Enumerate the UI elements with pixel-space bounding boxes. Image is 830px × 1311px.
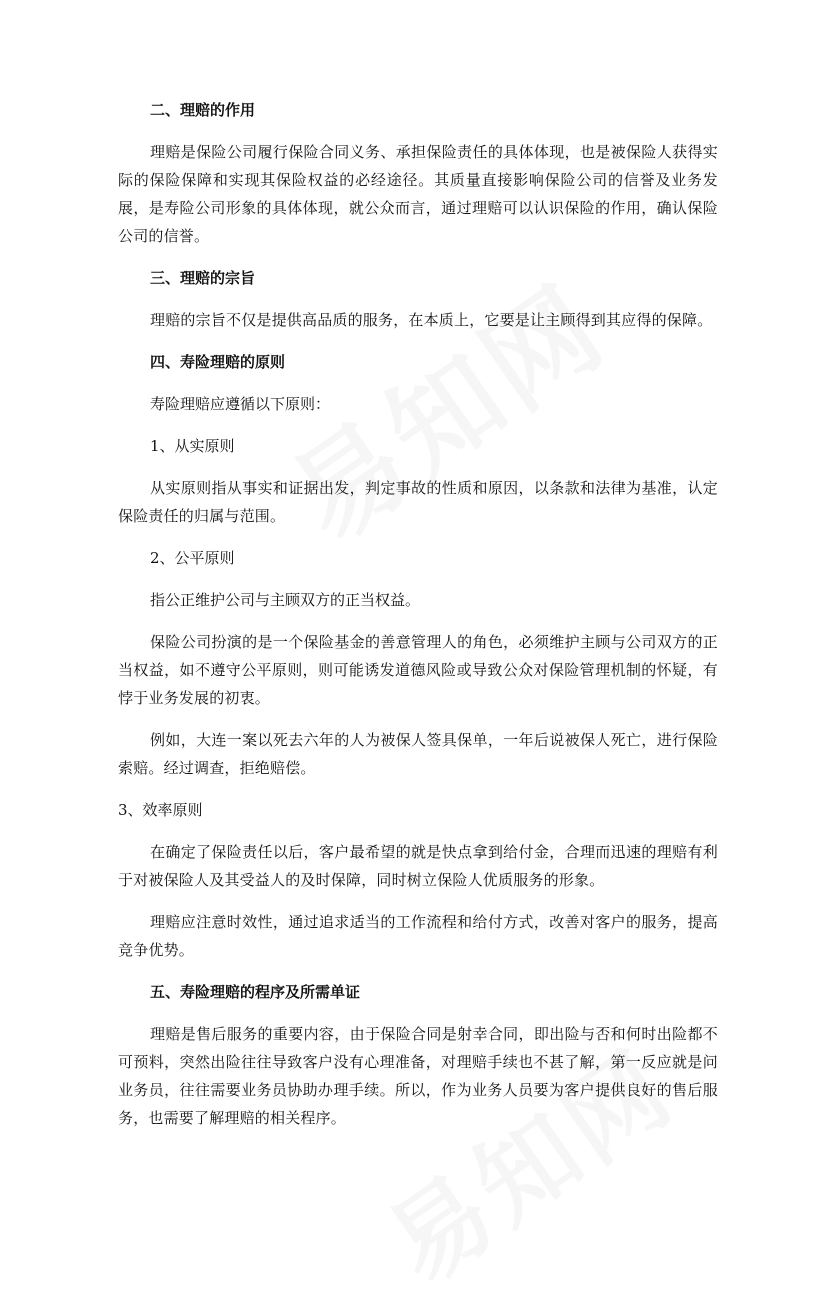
- principle-title-efficiency: 3、效率原则: [118, 801, 203, 819]
- paragraph-procedure: 理赔是售后服务的重要内容，由于保险合同是射幸合同，即出险与否和何时出险都不可预料，突然出险往往导致客户没有心理准备，对理赔手续也不甚了解，第一反应就是问业务员，往往需要业务员协助办理手续。所以，作为业务人员要为客户提供良好的售后服务，也需要了解理赔的相关程序。: [118, 1025, 718, 1127]
- section-heading-principles: 四、寿险理赔的原则: [150, 353, 286, 371]
- paragraph-principles-intro: 寿险理赔应遵循以下原则：: [150, 395, 331, 413]
- document-body: [118, 96, 718, 1146]
- principle-title-fairness: 2、公平原则: [150, 549, 235, 567]
- paragraph-efficiency-2: 理赔应注意时效性，通过追求适当的工作流程和给付方式，改善对客户的服务，提高竞争优势。: [118, 913, 718, 959]
- paragraph-fairness-2: 保险公司扮演的是一个保险基金的善意管理人的角色，必须维护主顾与公司双方的正当权益，如不遵守公平原则，则可能诱发道德风险或导致公众对保险管理机制的怀疑，有悖于业务发展的初衷。: [118, 633, 718, 707]
- section-heading-role: 二、理赔的作用: [150, 101, 256, 119]
- paragraph-role: 理赔是保险公司履行保险合同义务、承担保险责任的具体体现，也是被保险人获得实际的保险保障和实现其保险权益的必经途径。其质量直接影响保险公司的信誉及业务发展，是寿险公司形象的具体体现，就公众而言，通过理赔可以认识保险的作用，确认保险公司的信誉。: [118, 143, 718, 245]
- paragraph-fairness-1: 指公正维护公司与主顾双方的正当权益。: [150, 591, 421, 609]
- paragraph-fairness-3: 例如，大连一案以死去六年的人为被保人签具保单，一年后说被保人死亡，进行保险索赔。经过调查，拒绝赔偿。: [118, 731, 718, 777]
- section-heading-purpose: 三、理赔的宗旨: [150, 269, 256, 287]
- principle-title-factual: 1、从实原则: [150, 437, 235, 455]
- section-heading-procedure: 五、寿险理赔的程序及所需单证: [150, 983, 361, 1001]
- paragraph-efficiency-1: 在确定了保险责任以后，客户最希望的就是快点拿到给付金，合理而迅速的理赔有利于对被保险人及其受益人的及时保障，同时树立保险人优质服务的形象。: [118, 843, 718, 889]
- paragraph-purpose: 理赔的宗旨不仅是提供高品质的服务，在本质上，它要是让主顾得到其应得的保障。: [150, 311, 713, 329]
- paragraph-factual: 从实原则指从事实和证据出发，判定事故的性质和原因，以条款和法律为基准，认定保险责任的归属与范围。: [118, 479, 718, 525]
